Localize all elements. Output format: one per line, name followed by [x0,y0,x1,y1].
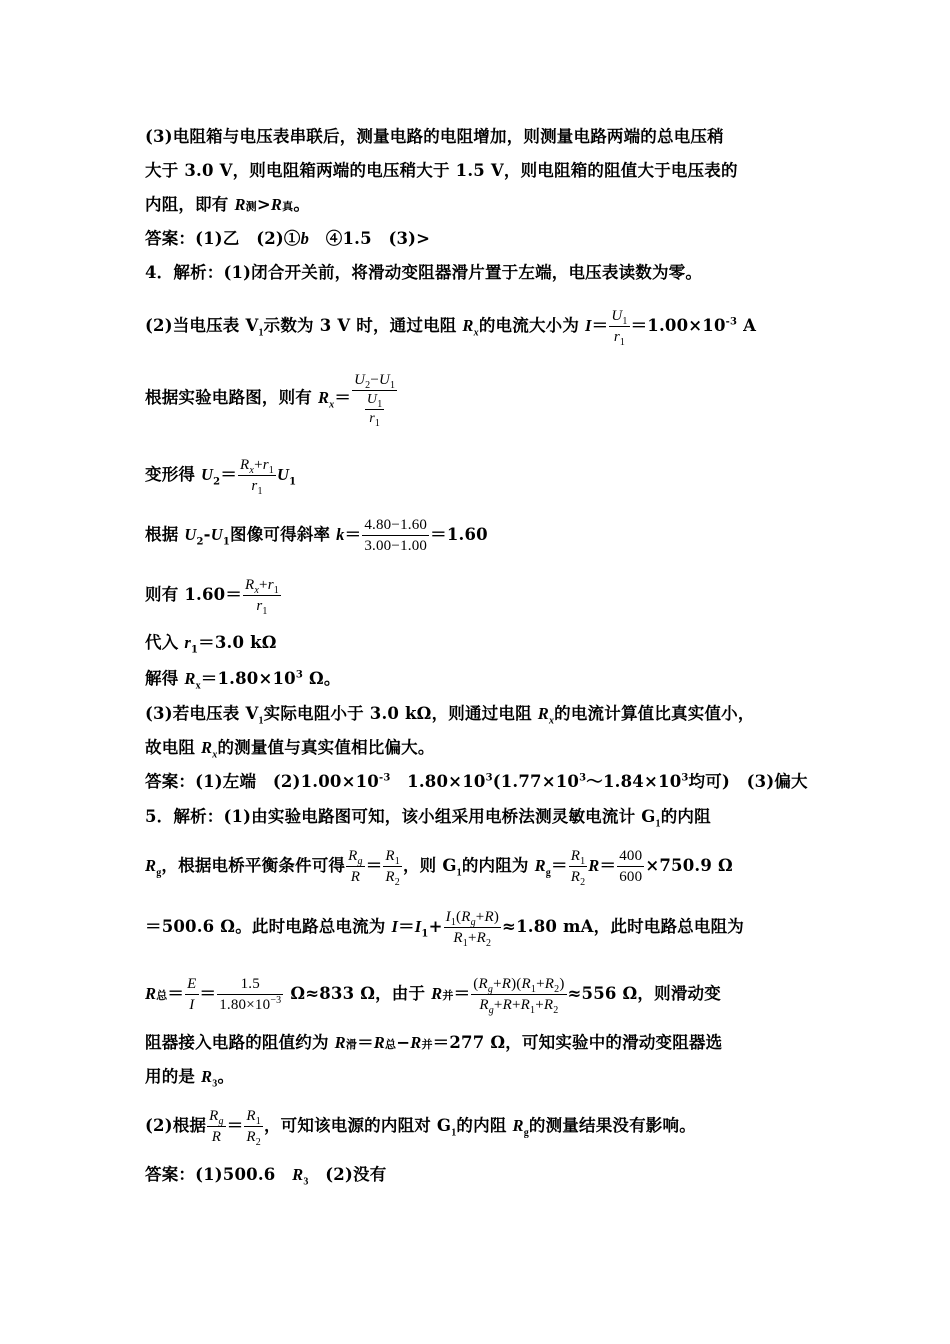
text-line: 代入 $r_1=3.0$ kΩ [145,633,277,656]
text-line: 阻器接入电路的阻值约为 R滑＝R总−R并＝277 Ω，可知实验中的滑动变阻器选 [145,1033,723,1052]
fraction: $\frac{U_1}{r_1}$ [611,308,628,348]
fraction: $\frac{R_g}{R}$ [209,1108,224,1145]
fraction: $\frac{E}{I}$ [187,976,197,1013]
text-line: 5．解析：(1)由实验电路图可知，该小组采用电桥法测灵敏电流计 $G_1$的内阻 [145,807,711,830]
text-line: 故电阻 $R_x$的测量值与真实值相比偏大。 [145,738,435,761]
text-line: 根据实验电路图，则有 $R_x=$ $\frac{U_2-U_1}{\frac{U_1}{r_1}}$ [145,371,396,429]
text-line: ＝500.6 Ω。此时电路总电流为 $I=I_1+$ $\frac{I_1(R_g+R)}{R_1+R_2}$ ≈1.80 mA，此时电路总电阻为 [145,909,744,949]
text-line: 根据 $U_2-U_1$图像可得斜率 k＝ $\frac{4.80-1.60}{3.00-1.00}$ ＝1.60 [145,517,488,554]
text-line: $R_g$，根据电桥平衡条件可得 $\frac{R_g}{R}$ ＝ $\frac{R_1}{R_2}$ ，则 $G_1$的内阻为 $R_g=$ $\frac{R_1}{R_2}$ R＝ $\frac{400}{600}$ ×750.9 Ω [145,848,733,888]
answer-line: 答案：(1)乙 (2)①b ④1.5 (3)> [145,229,431,248]
fraction: $\frac{1.5}{1.80\times 10^{-3}}$ [219,976,282,1013]
answer-line: 答案：(1)500.6 $R_3$ (2)没有 [145,1165,387,1188]
text-line: (2)根据 $\frac{R_g}{R}$ ＝ $\frac{R_1}{R_2}$ ，可知该电源的内阻对 $G_1$的内阻 $R_g$的测量结果没有影响。 [145,1108,696,1148]
text-line: 内阻，即有 R测>R真。 [145,195,311,214]
fraction: $\frac{(R_g+R)(R_1+R_2)}{R_g+R+R_1+R_2}$ [473,976,565,1016]
fraction: $\frac{U_2-U_1}{\frac{U_1}{r_1}}$ [354,371,396,429]
fraction: $\frac{R_x+r_1}{r_1}$ [245,577,279,617]
fraction: $\frac{4.80-1.60}{3.00-1.00}$ [364,517,428,554]
text-line: 变形得 $U_2=$ $\frac{R_x+r_1}{r_1}$ $U_1$ [145,457,297,497]
fraction: $\frac{400}{600}$ [619,848,643,885]
text-line: 大于 3.0 V，则电阻箱两端的电压稍大于 1.5 V，则电阻箱的阻值大于电压表的 [145,161,738,180]
fraction: $\frac{R_1}{R_2}$ [570,848,586,888]
text-line: R总＝ $\frac{E}{I}$ ＝ $\frac{1.5}{1.80\times 10^{-3}}$ Ω≈833 Ω，由于 R并＝ $\frac{(R_g+R)(R_1+R_2)}{R_g+R+R_1+R_2}$ ≈556 Ω，则滑动变 [145,976,721,1016]
answer-line: 答案：(1)左端 $(2)1.00\times 10^{-3}$ $1.80\times 10^3(1.77\times 10^3\sim 1.84\times 10^3$均可) (3)偏大 [145,772,808,791]
fraction: $\frac{I_1(R_g+R)}{R_1+R_2}$ [445,909,500,949]
text-line: 解得 $R_x=1.80\times 10^3$ Ω。 [145,669,341,692]
text-line: (3)电阻箱与电压表串联后，测量电路的电阻增加，则测量电路两端的总电压稍 [145,127,724,146]
fraction: $\frac{R_1}{R_2}$ [246,1108,261,1148]
fraction: $\frac{U_1}{r_1}$ [366,391,383,429]
text-line: 4．解析：(1)闭合开关前，将滑动变阻器滑片置于左端，电压表读数为零。 [145,263,703,282]
fraction: $\frac{R_g}{R}$ [348,848,363,885]
fraction: $\frac{R_1}{R_2}$ [385,848,400,888]
text-line: 用的是 $R_3$。 [145,1067,235,1090]
text-line: (3)若电压表 $V_1$实际电阻小于 3.0 kΩ，则通过电阻 $R_x$的电流计算值比真实值小， [145,704,755,727]
text-line: (2)当电压表 $V_1$示数为 3 V 时，通过电阻 $R_x$的电流大小为 I＝ $\frac{U_1}{r_1}$ $=1.00\times 10^{-3}$ A [145,308,757,348]
fraction: $\frac{R_x+r_1}{r_1}$ [240,457,274,497]
text-line: 则有 1.60＝ $\frac{R_x+r_1}{r_1}$ [145,577,279,617]
